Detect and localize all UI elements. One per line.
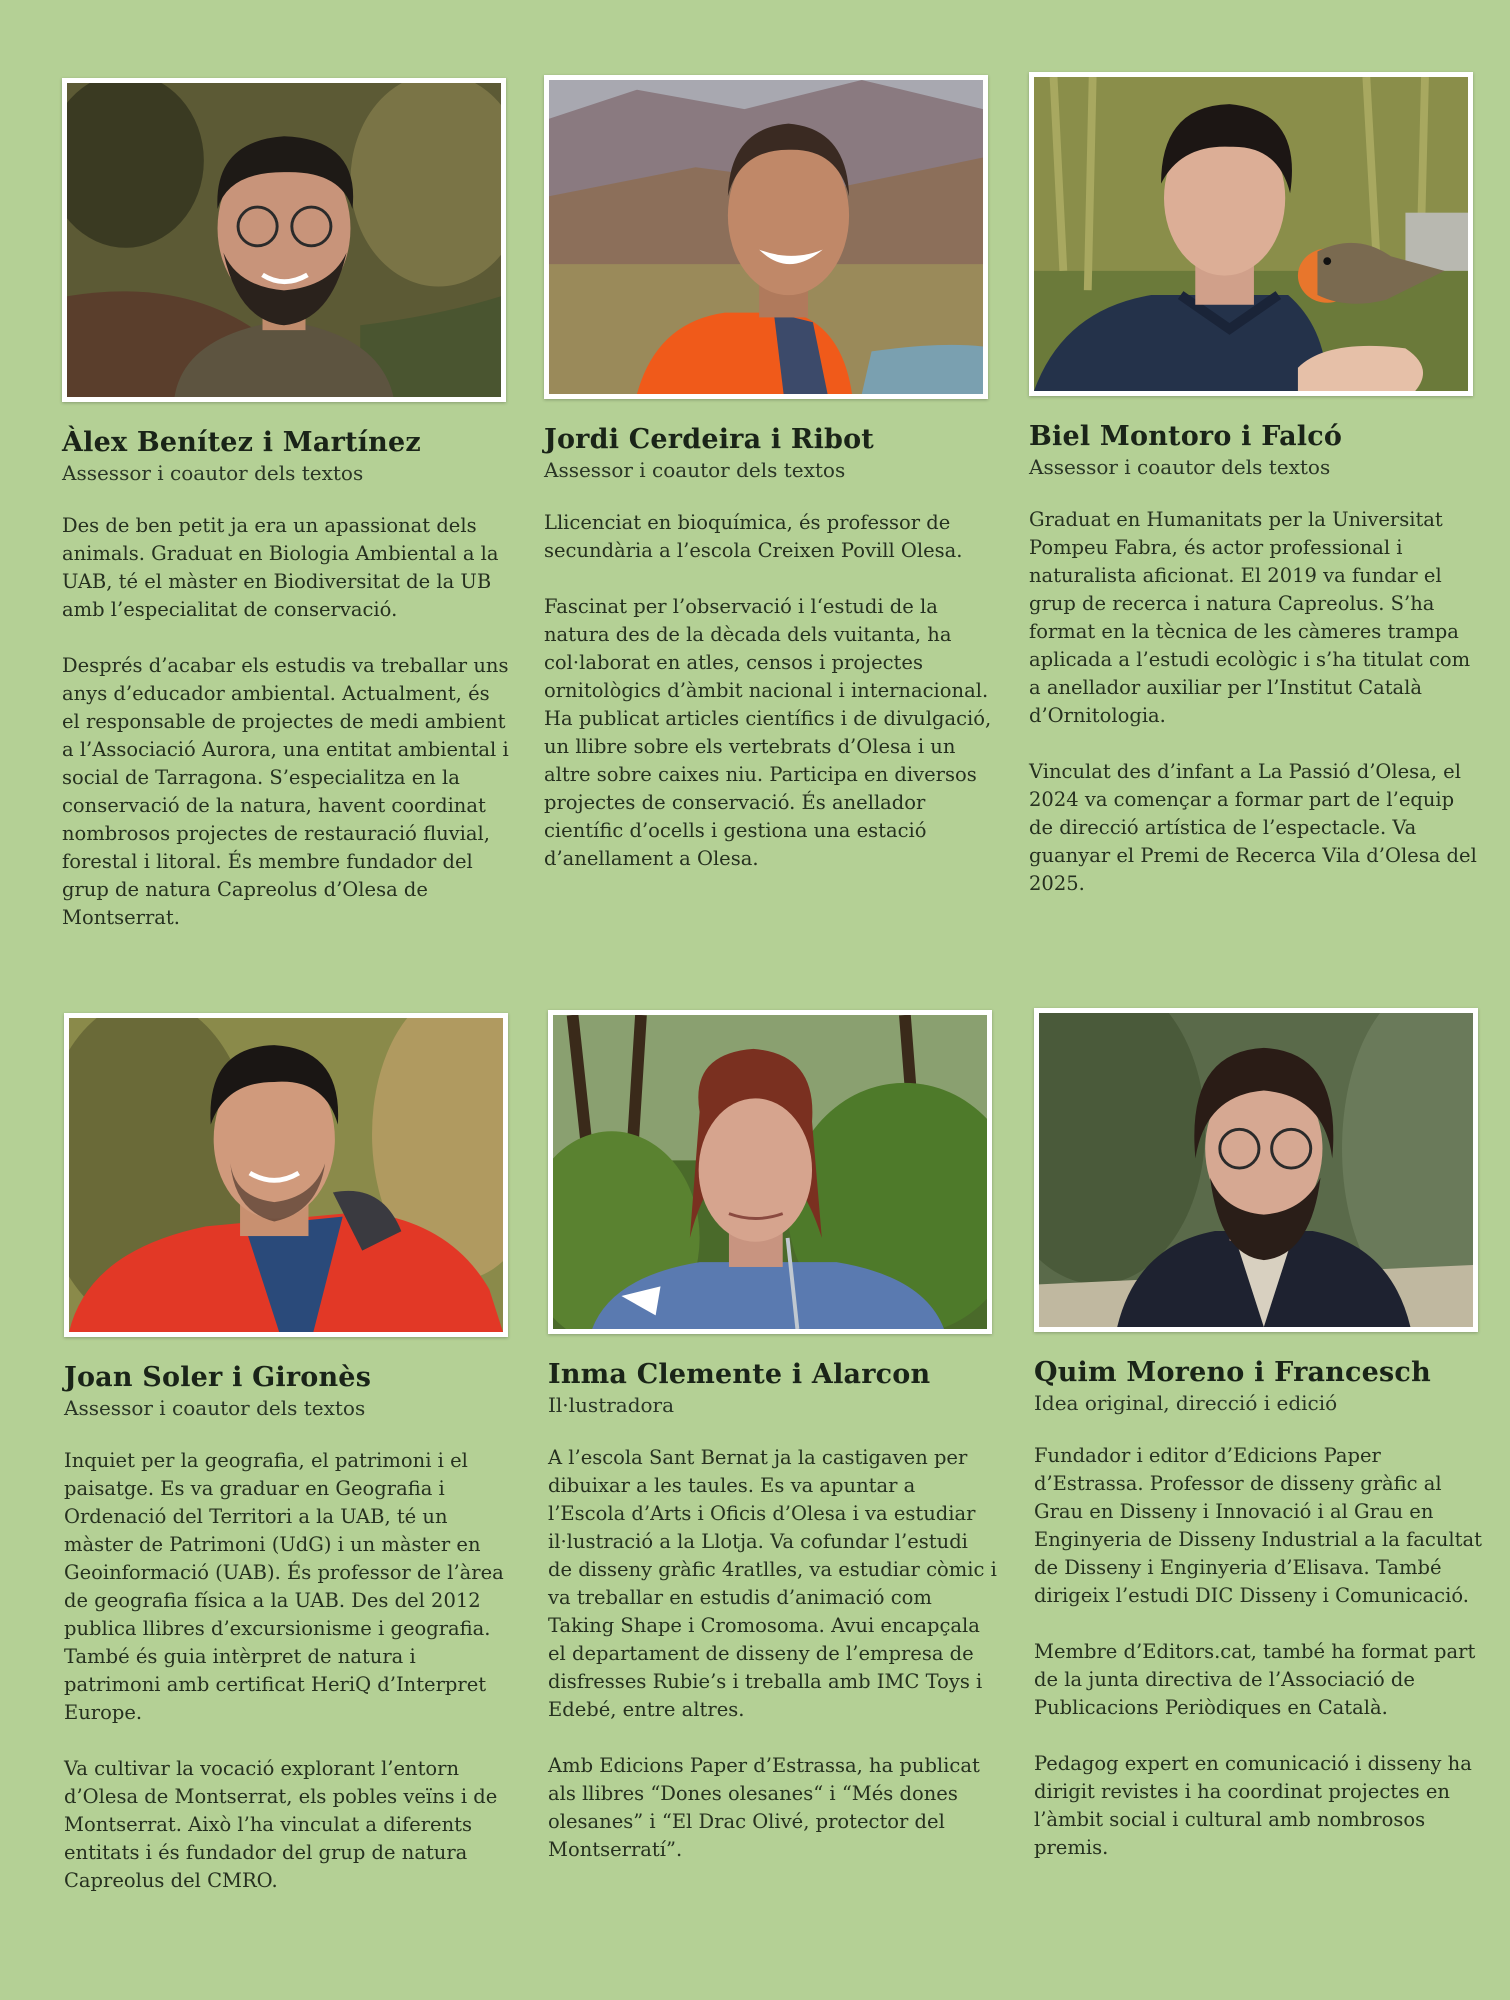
person-role: Il·lustradora — [548, 1393, 675, 1417]
bio-paragraph: Membre d’Editors.cat, també ha format part de la junta directiva de l’Associació de Publicacions Periòdiques en Català. — [1034, 1640, 1476, 1719]
person-bio — [64, 1447, 514, 1895]
profile-card — [64, 1013, 514, 1923]
person-role: Assessor i coautor dels textos — [1029, 455, 1331, 479]
man-with-glasses-forest-photo — [62, 78, 506, 402]
bio-paragraph: Fascinat per l’observació i l‘estudi de la natura des de la dècada dels vuitanta, ha col·laborat en atles, censos i projectes ornitològics d’àmbit nacional i internacional. Ha publicat articles científics i de divulgació, un llibre sobre els vertebrats d’Olesa i un altre sobre caixes niu. Participa en diversos projectes de conservació. És anellador científic d’ocells i gestiona una estació d’anellament a Olesa. — [544, 595, 992, 870]
man-smiling-mountains-photo — [544, 75, 988, 399]
person-name: Àlex Benítez i Martínez — [62, 427, 421, 458]
person-role: Assessor i coautor dels textos — [64, 1396, 366, 1420]
profile-card — [1034, 1008, 1484, 1890]
bio-paragraph: Pedagog expert en comunicació i disseny ha dirigit revistes i ha coordinat projectes en l’àmbit social i cultural amb nombrosos premis. — [1034, 1752, 1472, 1859]
profile-card — [62, 78, 512, 960]
person-bio — [544, 509, 994, 873]
person-bio — [1029, 506, 1479, 898]
bio-paragraph: Amb Edicions Paper d’Estrassa, ha publicat als llibres “Dones olesanes“ i “Més dones olesanes” i “El Drac Olivé, protector del Montserratí”. — [548, 1754, 980, 1861]
person-name: Inma Clemente i Alarcon — [548, 1359, 931, 1390]
person-name: Quim Moreno i Francesch — [1034, 1357, 1431, 1388]
person-bio — [548, 1444, 998, 1864]
person-name: Jordi Cerdeira i Ribot — [544, 424, 874, 455]
profile-card — [544, 75, 994, 901]
woman-selfie-forest-photo — [548, 1010, 992, 1334]
bio-paragraph: Des de ben petit ja era un apassionat dels animals. Graduat en Biologia Ambiental a la UAB, té el màster en Biodiversitat de la UB amb l’especialitat de conservació. — [62, 514, 499, 621]
profile-card — [1029, 72, 1479, 926]
person-role: Assessor i coautor dels textos — [544, 458, 846, 482]
bio-paragraph: A l’escola Sant Bernat ja la castigaven per dibuixar a les taules. Es va apuntar a l’Escola d’Arts i Oficis d’Olesa i va estudiar il·lustració a la Llotja. Va cofundar l’estudi de disseny gràfic 4ratlles, va estudiar còmic i va treballar en estudis d’animació com Taking Shape i Cromosoma. Avui encapçala el departament de disseny de l’empresa de disfresses Rubie’s i treballa amb IMC Toys i Edebé, entre altres. — [548, 1446, 997, 1721]
person-role: Assessor i coautor dels textos — [62, 461, 364, 485]
bio-paragraph: Fundador i editor d’Edicions Paper d’Estrassa. Professor de disseny gràfic al Grau en Disseny i Innovació i al Grau en Enginyeria de Disseny Industrial a la facultat de Disseny i Enginyeria d’Elisava. També dirigeix l’estudi DIC Disseny i Comunicació. — [1034, 1444, 1482, 1607]
person-role: Idea original, direcció i edició — [1034, 1391, 1338, 1415]
bio-paragraph: Graduat en Humanitats per la Universitat Pompeu Fabra, és actor professional i naturalista aficionat. El 2019 va fundar el grup de recerca i natura Capreolus. S’ha format en la tècnica de les càmeres trampa aplicada a l’estudi ecològic i s’ha titulat com a anellador auxiliar per l’Institut Català d’Ornitologia. — [1029, 508, 1471, 727]
person-name: Biel Montoro i Falcó — [1029, 421, 1343, 452]
bearded-man-glasses-photo — [1034, 1008, 1478, 1332]
profile-card — [548, 1010, 998, 1892]
bio-paragraph: Inquiet per la geografia, el patrimoni i el paisatge. Es va graduar en Geografia i Ordenació del Territori a la UAB, té un màster de Patrimoni (UdG) i un màster en Geoinformació (UAB). És professor de l’àrea de geografia física a la UAB. Des del 2012 publica llibres d’excursionisme i geografia. També és guia intèrpret de natura i patrimoni amb certificat HeriQ d’Interpret Europe. — [64, 1449, 504, 1724]
person-name: Joan Soler i Gironès — [64, 1362, 372, 1393]
person-bio — [62, 512, 512, 932]
young-man-with-robin-photo — [1029, 72, 1473, 396]
bio-paragraph: Vinculat des d’infant a La Passió d’Olesa, el 2024 va començar a formar part de l’equip de direcció artística de l’espectacle. Va guanyar el Premi de Recerca Vila d’Olesa del 2025. — [1029, 760, 1477, 895]
bio-paragraph: Llicenciat en bioquímica, és professor de secundària a l’escola Creixen Povill Olesa. — [544, 511, 963, 562]
bio-paragraph: Va cultivar la vocació explorant l’entorn d’Olesa de Montserrat, els pobles veïns i de Montserrat. Això l’ha vinculat a diferents entitats i és fundador del grup de natura Capreolus del CMRO. — [64, 1757, 498, 1892]
man-red-jacket-photo — [64, 1013, 508, 1337]
person-bio — [1034, 1442, 1484, 1862]
bio-paragraph: Després d’acabar els estudis va treballar uns anys d’educador ambiental. Actualment, és el responsable de projectes de medi ambient a l’Associació Aurora, una entitat ambiental i social de Tarragona. S’especialitza en la conservació de la natura, havent coordinat nombrosos projectes de restauració fluvial, forestal i litoral. És membre fundador del grup de natura Capreolus d’Olesa de Montserrat. — [62, 654, 509, 929]
